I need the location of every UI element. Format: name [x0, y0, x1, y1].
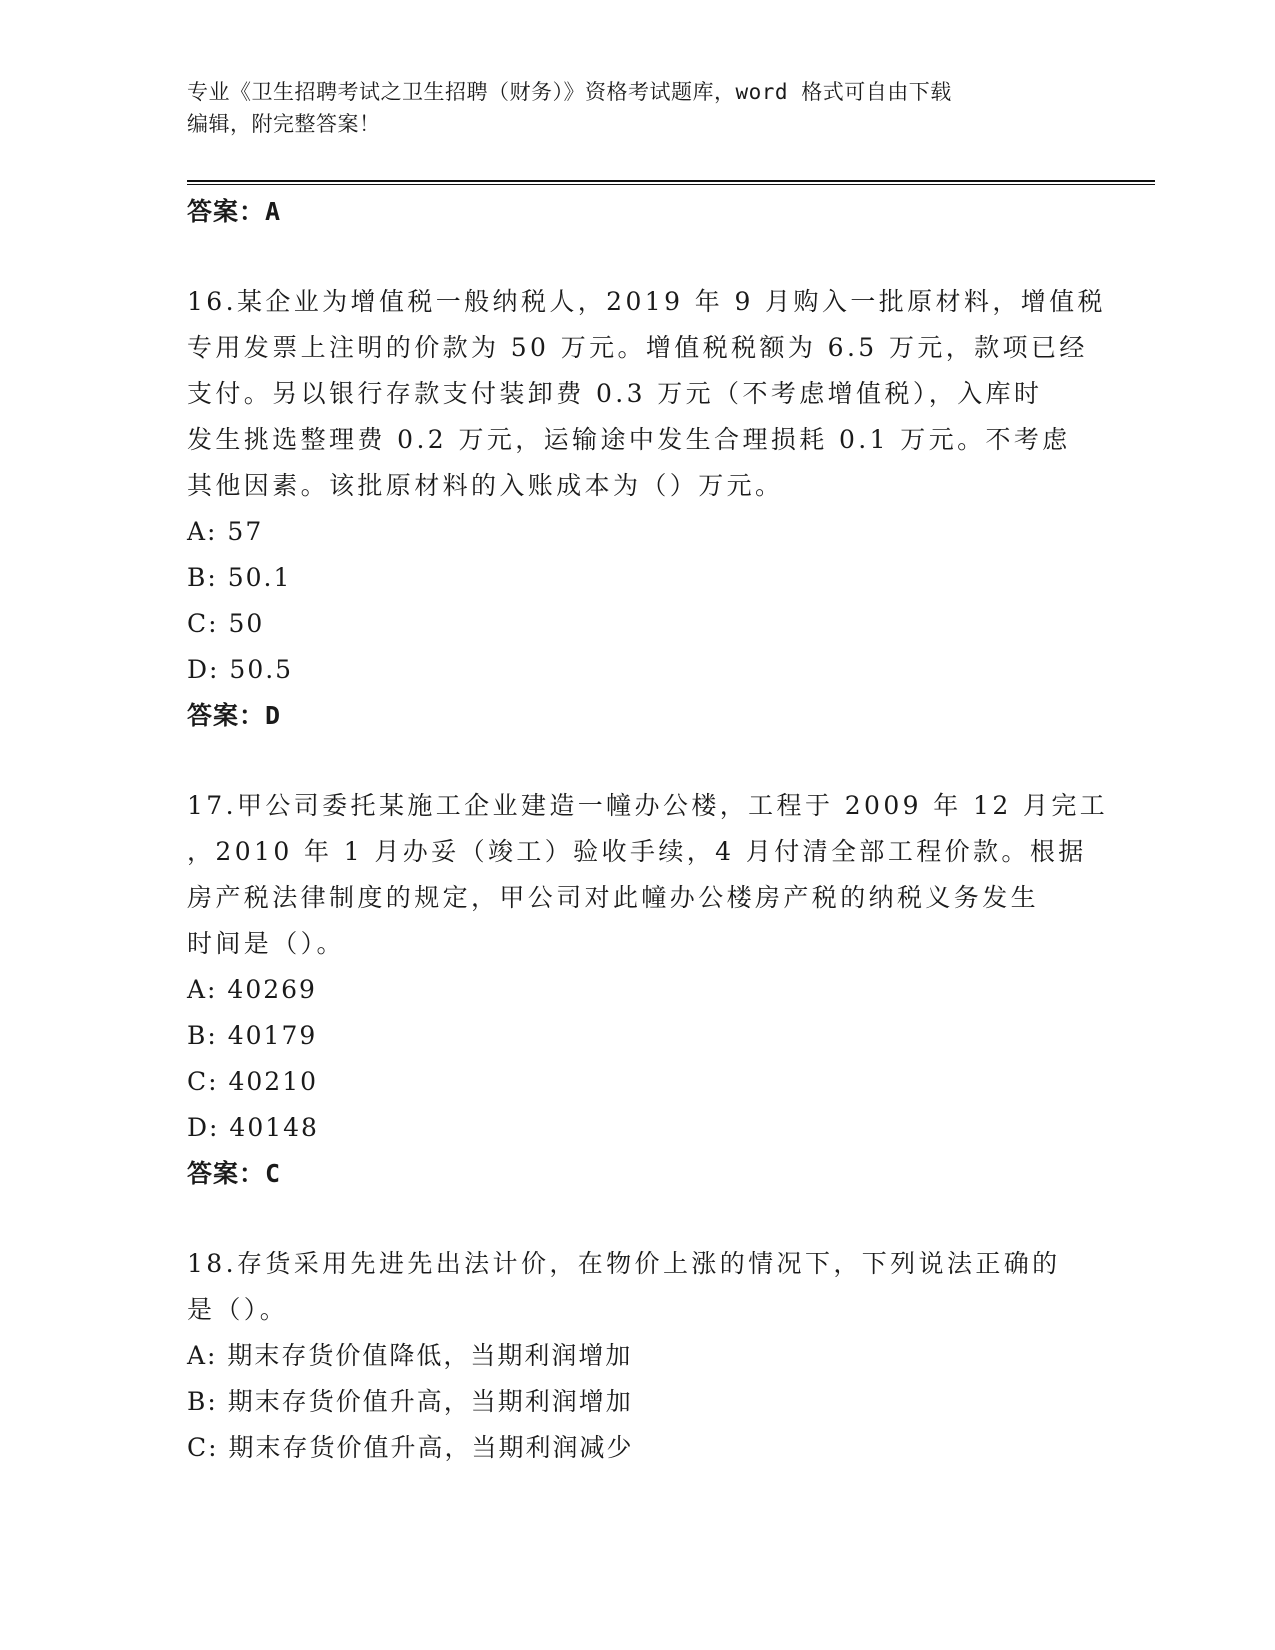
document-header	[187, 76, 1087, 140]
spacer	[187, 235, 1087, 279]
option-a: A: 57	[187, 517, 264, 546]
question-line: 发生挑选整理费 0.2 万元，运输途中发生合理损耗 0.1 万元。不考虑	[187, 425, 1071, 454]
header-line-2: 编辑，附完整答案！	[187, 112, 381, 136]
question-line: 18.存货采用先进先出法计价，在物价上涨的情况下，下列说法正确的	[187, 1249, 1061, 1278]
spacer	[187, 1197, 1087, 1241]
option-d: D: 40148	[187, 1113, 319, 1142]
question-16-text	[187, 279, 1106, 509]
option-c: C: 40210	[187, 1067, 319, 1096]
option-c: C: 50	[187, 609, 265, 638]
option-b: B: 期末存货价值升高，当期利润增加	[187, 1387, 633, 1416]
question-17	[187, 783, 1109, 1197]
option-b: B: 40179	[187, 1021, 318, 1050]
question-line: 时间是（）。	[187, 929, 345, 958]
option-b: B: 50.1	[187, 563, 292, 592]
header-rule-thick	[187, 180, 1155, 182]
question-line: 16.某企业为增值税一般纳税人，2019 年 9 月购入一批原材料，增值税	[187, 287, 1106, 316]
header-line-1: 专业《卫生招聘考试之卫生招聘（财务）》资格考试题库，word 格式可自由下载	[187, 80, 952, 104]
header-rule-thin	[187, 184, 1155, 185]
spacer	[187, 739, 1087, 783]
question-17-text	[187, 783, 1109, 967]
question-line: 支付。另以银行存款支付装卸费 0.3 万元（不考虑增值税），入库时	[187, 379, 1043, 408]
answer: 答案：C	[187, 1159, 282, 1188]
option-a: A: 期末存货价值降低，当期利润增加	[187, 1341, 633, 1370]
question-16	[187, 279, 1106, 739]
question-line: 是（）。	[187, 1295, 289, 1324]
question-line: 专用发票上注明的价款为 50 万元。增值税税额为 6.5 万元，款项已经	[187, 333, 1088, 362]
question-18-text	[187, 1241, 1087, 1333]
option-d: D: 50.5	[187, 655, 294, 684]
question-line: 17.甲公司委托某施工企业建造一幢办公楼，工程于 2009 年 12 月完工	[187, 791, 1109, 820]
question-line: 房产税法律制度的规定，甲公司对此幢办公楼房产税的纳税义务发生	[187, 883, 1040, 912]
question-line: ，2010 年 1 月办妥（竣工）验收手续，4 月付清全部工程价款。根据	[187, 837, 1087, 866]
previous-answer: 答案：A	[187, 197, 282, 226]
document-body	[187, 189, 1109, 1471]
answer: 答案：D	[187, 701, 282, 730]
question-line: 其他因素。该批原材料的入账成本为（）万元。	[187, 471, 784, 500]
question-18	[187, 1241, 1087, 1471]
option-a: A: 40269	[187, 975, 317, 1004]
option-c: C: 期末存货价值升高，当期利润减少	[187, 1433, 634, 1462]
